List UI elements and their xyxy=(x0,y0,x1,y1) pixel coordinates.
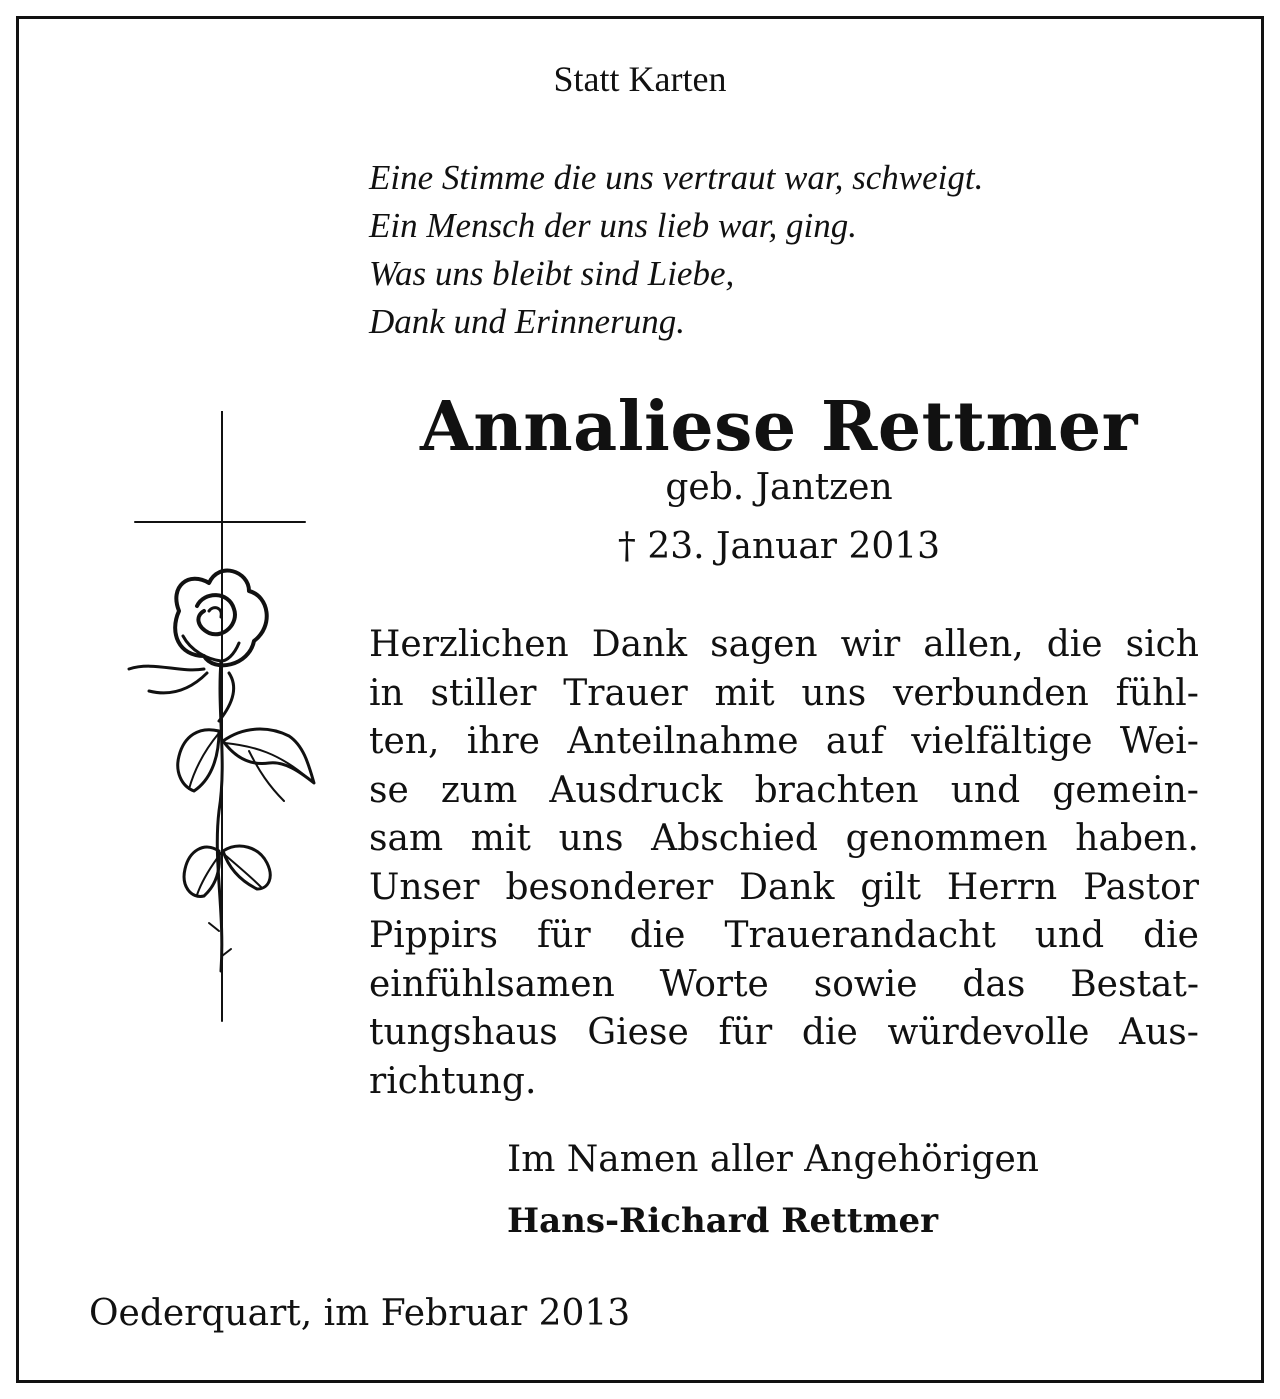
verse-line: Dank und Erinnerung. xyxy=(369,302,685,341)
verse-line: Eine Stimme die uns vertraut war, schweigt. xyxy=(369,158,984,197)
cross-with-rose-icon xyxy=(109,411,339,1031)
header-statt-karten: Statt Karten xyxy=(553,59,727,99)
body-line: richtung. xyxy=(369,1060,537,1102)
signatory-name: Hans-Richard Rettmer xyxy=(507,1201,939,1241)
verse-line: Was uns bleibt sind Liebe, xyxy=(369,254,735,293)
memorial-verse xyxy=(369,154,1229,346)
body-line: in stiller Trauer mit uns verbunden fühl- xyxy=(369,672,1199,714)
body-line: tungshaus Giese für die würdevolle Aus- xyxy=(369,1012,1199,1053)
body-line: Unser besonderer Dank gilt Herrn Pastor xyxy=(369,866,1199,908)
death-date: † 23. Januar 2013 xyxy=(617,526,941,567)
body-line: se zum Ausdruck brachten und gemein- xyxy=(369,769,1199,811)
place-and-date: Oederquart, im Februar 2013 xyxy=(89,1293,631,1334)
body-line: sam mit uns Abschied genommen haben. xyxy=(369,818,1199,859)
verse-line: Ein Mensch der uns lieb war, ging. xyxy=(369,206,858,245)
maiden-name: geb. Jantzen xyxy=(665,467,893,508)
deceased-name: Annaliese Rettmer xyxy=(420,387,1138,467)
body-line: ten, ihre Anteilnahme auf vielfältige Wei- xyxy=(369,721,1199,762)
obituary-notice xyxy=(16,16,1264,1383)
thank-you-text xyxy=(369,621,1199,1106)
signature-intro: Im Namen aller Angehörigen xyxy=(507,1139,1039,1180)
body-line: Herzlichen Dank sagen wir allen, die sich xyxy=(369,624,1199,665)
body-line: einfühlsamen Worte sowie das Bestat- xyxy=(369,963,1199,1005)
body-line: Pippirs für die Trauerandacht und die xyxy=(369,915,1199,956)
